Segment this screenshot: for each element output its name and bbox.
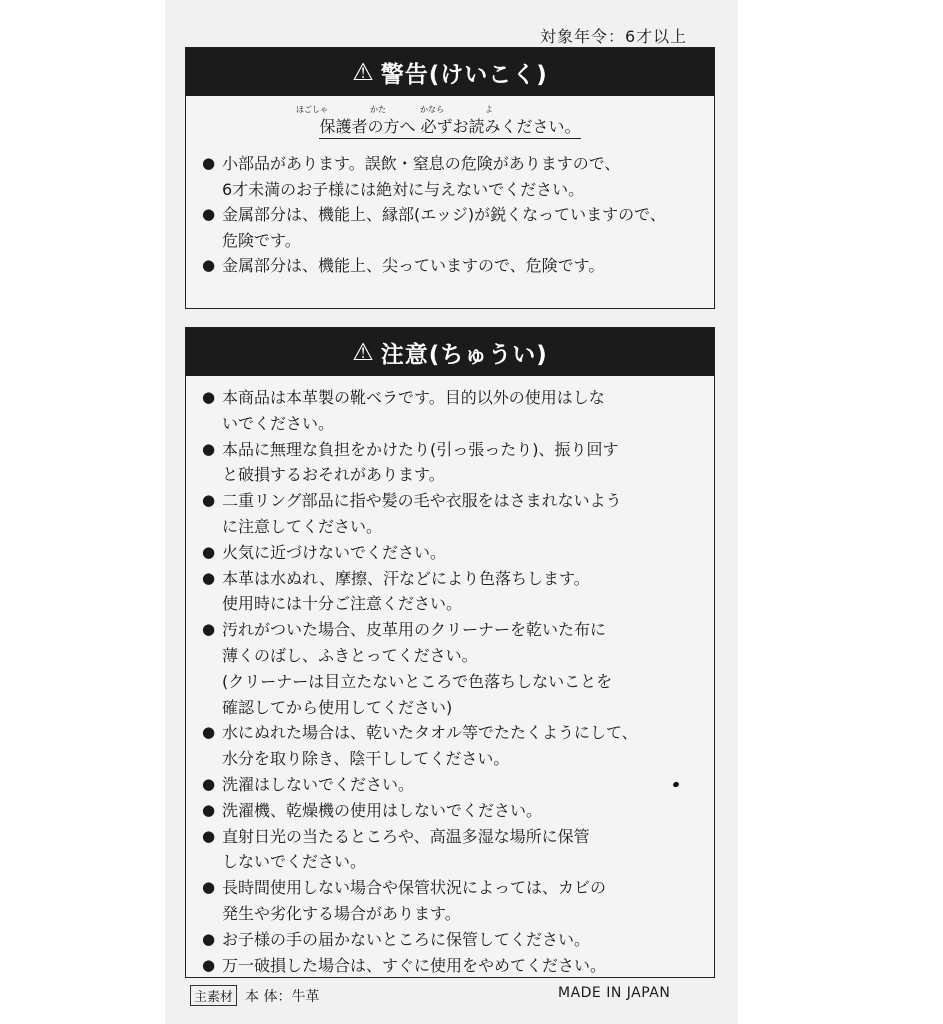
bullet-icon: ● xyxy=(202,878,216,897)
item-line: 発生や劣化する場合があります。 xyxy=(222,903,461,923)
warning-header xyxy=(186,48,714,96)
item-line: お子様の手の届かないところに保管してください。 xyxy=(222,929,591,949)
bullet-icon: ● xyxy=(202,256,216,274)
item-line: 使用時には十分ご注意ください。 xyxy=(222,594,463,614)
list-item xyxy=(202,772,714,798)
caution-box xyxy=(185,327,715,978)
list-item xyxy=(202,798,714,824)
guardian-notice xyxy=(186,104,714,139)
list-item xyxy=(202,540,714,566)
material-info xyxy=(190,985,319,1006)
ruby-kanara: かなら xyxy=(420,105,444,114)
bullet-icon: ● xyxy=(202,774,216,793)
list-item xyxy=(202,720,714,772)
warning-triangle-icon: ⚠ xyxy=(352,338,375,366)
warning-triangle-icon: ⚠ xyxy=(352,58,375,86)
ruby-yo: よ xyxy=(485,105,493,114)
bullet-icon: ● xyxy=(202,439,216,458)
list-item xyxy=(202,202,714,253)
list-item xyxy=(202,927,714,953)
material-value: 本 体：牛革 xyxy=(245,988,320,1005)
item-line: 小部品があります。誤飲・窒息の危険がありますので、 xyxy=(222,154,621,173)
item-line: 金属部分は、機能上、縁部(エッジ)が鋭くなっていますので、 xyxy=(222,205,666,224)
warning-box xyxy=(185,47,715,309)
item-line: に注意してください。 xyxy=(222,516,383,536)
item-line: 直射日光の当たるところや、高温多湿な場所に保管 xyxy=(222,826,590,846)
bullet-icon: ● xyxy=(202,723,216,742)
caution-list xyxy=(186,376,714,978)
item-line: 本革は水ぬれ、摩擦、汗などにより色落ちします。 xyxy=(222,568,590,588)
ruby-kata: かた xyxy=(370,105,386,114)
item-line: しないでください。 xyxy=(222,852,367,872)
notice-text: 保護者の方へ 必ずお読みください。 xyxy=(319,114,580,139)
item-line: 洗濯はしないでください。 xyxy=(222,774,415,794)
material-label: 主素材 xyxy=(190,985,237,1006)
item-line: 6才未満のお子様には絶対に与えないでください。 xyxy=(222,179,585,199)
target-age-label: 対象年令：6才以上 xyxy=(540,27,688,46)
item-line: 確認してから使用してください) xyxy=(222,697,453,717)
bullet-icon: ● xyxy=(202,929,216,948)
bullet-icon: ● xyxy=(202,955,216,974)
item-line: 万一破損した場合は、すぐに使用をやめてください。 xyxy=(222,955,607,975)
bullet-icon: ● xyxy=(202,620,216,639)
item-line: 金属部分は、機能上、尖っていますので、危険です。 xyxy=(222,256,605,275)
caution-title: 注意(ちゅうい) xyxy=(380,341,548,368)
list-item xyxy=(202,385,714,437)
made-in-label: MADE IN JAPAN xyxy=(558,985,671,1001)
item-line: 危険です。 xyxy=(222,230,301,250)
warning-title: 警告(けいこく) xyxy=(380,61,548,88)
list-item xyxy=(202,253,714,279)
item-line: 薄くのばし、ふきとってください。 xyxy=(222,645,478,665)
bullet-icon: ● xyxy=(202,800,216,819)
notice-ruby xyxy=(290,104,610,114)
caution-header xyxy=(186,328,714,376)
list-item xyxy=(202,953,714,979)
item-line: 水分を取り除き、陰干ししてください。 xyxy=(222,749,510,769)
item-line: 火気に近づけないでください。 xyxy=(222,542,447,562)
bullet-icon: ● xyxy=(202,826,216,845)
warning-list xyxy=(186,139,714,279)
item-line: 長時間使用しない場合や保管状況によっては、カビの xyxy=(222,878,607,898)
item-line: と破損するおそれがあります。 xyxy=(222,465,445,485)
item-line: 洗濯機、乾燥機の使用はしないでください。 xyxy=(222,800,543,820)
item-line: 水にぬれた場合は、乾いたタオル等でたたくようにして、 xyxy=(222,723,638,743)
list-item xyxy=(202,824,714,876)
list-item xyxy=(202,437,714,489)
list-item xyxy=(202,875,714,927)
list-item xyxy=(202,566,714,618)
item-line: (クリーナーは目立たないところで色落ちしないことを xyxy=(222,671,613,691)
bullet-icon: ● xyxy=(202,205,216,223)
item-line: 本商品は本革製の靴ベラです。目的以外の使用はしな xyxy=(222,388,605,407)
item-line: いでください。 xyxy=(222,413,335,433)
item-line: 汚れがついた場合、皮革用のクリーナーを乾いた布に xyxy=(222,620,607,640)
list-item xyxy=(202,151,714,202)
bullet-icon: ● xyxy=(202,388,216,406)
ruby-hogosha: ほごしゃ xyxy=(296,105,328,114)
bullet-icon: ● xyxy=(202,542,216,561)
item-line: 本品に無理な負担をかけたり(引っ張ったり)、振り回す xyxy=(222,439,619,459)
list-item xyxy=(202,617,714,720)
bullet-icon: ● xyxy=(202,491,216,510)
bullet-icon: ● xyxy=(202,154,216,172)
bullet-icon: ● xyxy=(202,568,216,587)
list-item xyxy=(202,488,714,540)
item-line: 二重リング部品に指や髪の毛や衣服をはさまれないよう xyxy=(222,491,622,511)
